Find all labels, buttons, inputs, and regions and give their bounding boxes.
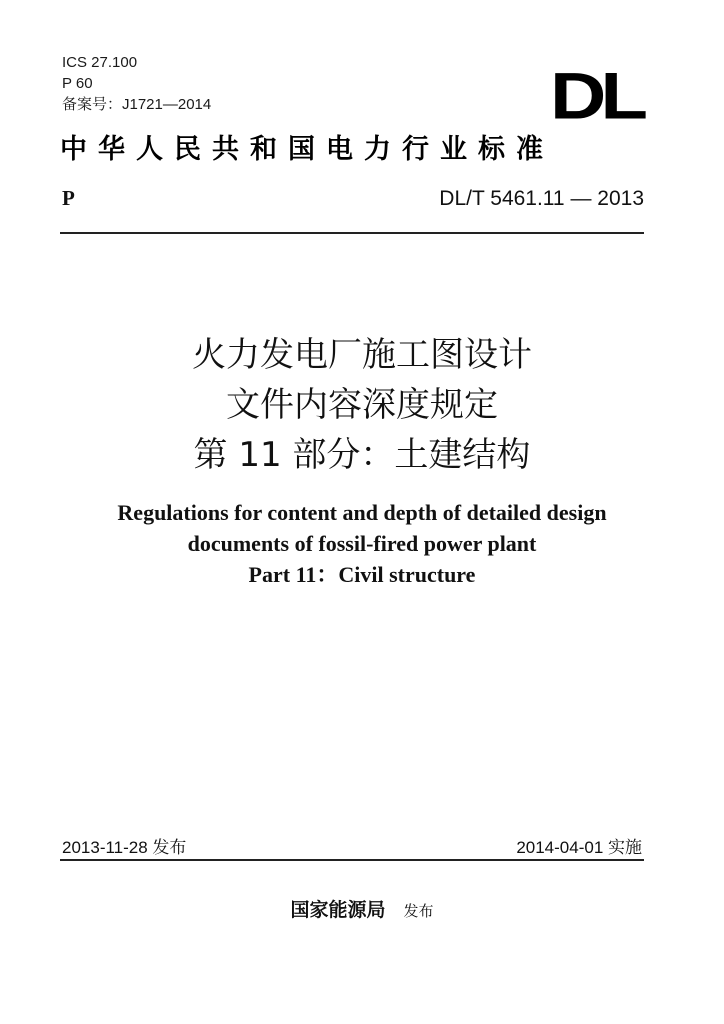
issue-date: 2013-11-28 发布 bbox=[62, 838, 187, 857]
implementation-date: 2014-04-01 实施 bbox=[516, 838, 642, 857]
publisher-action: 发布 bbox=[403, 902, 434, 920]
filing-number: 备案号：J1721—2014 bbox=[62, 96, 212, 113]
english-title-line: Part 11：Civil structure bbox=[248, 562, 476, 587]
standard-code: DL/T 5461.11 — 2013 bbox=[439, 187, 644, 210]
english-title-line: documents of fossil-fired power plant bbox=[187, 531, 537, 556]
standard-title: 中华人民共和国电力行业标准 bbox=[60, 134, 554, 165]
ics-code: ICS 27.100 bbox=[62, 54, 138, 71]
publisher-name: 国家能源局 bbox=[290, 899, 386, 921]
meta-block bbox=[62, 52, 211, 115]
dl-logo: DL bbox=[550, 58, 642, 133]
chinese-title-line: 火力发电厂施工图设计 bbox=[192, 335, 532, 375]
top-divider bbox=[60, 232, 644, 234]
chinese-title-line: 第 11 部分：土建结构 bbox=[193, 435, 531, 475]
publisher bbox=[0, 895, 724, 922]
chinese-title-line: 文件内容深度规定 bbox=[226, 385, 498, 425]
bottom-divider bbox=[60, 859, 644, 861]
english-title-line: Regulations for content and depth of detailed design bbox=[117, 500, 607, 525]
class-code: P 60 bbox=[62, 75, 93, 92]
english-title bbox=[0, 497, 724, 590]
chinese-title bbox=[0, 330, 724, 480]
category-letter: P bbox=[62, 186, 75, 210]
